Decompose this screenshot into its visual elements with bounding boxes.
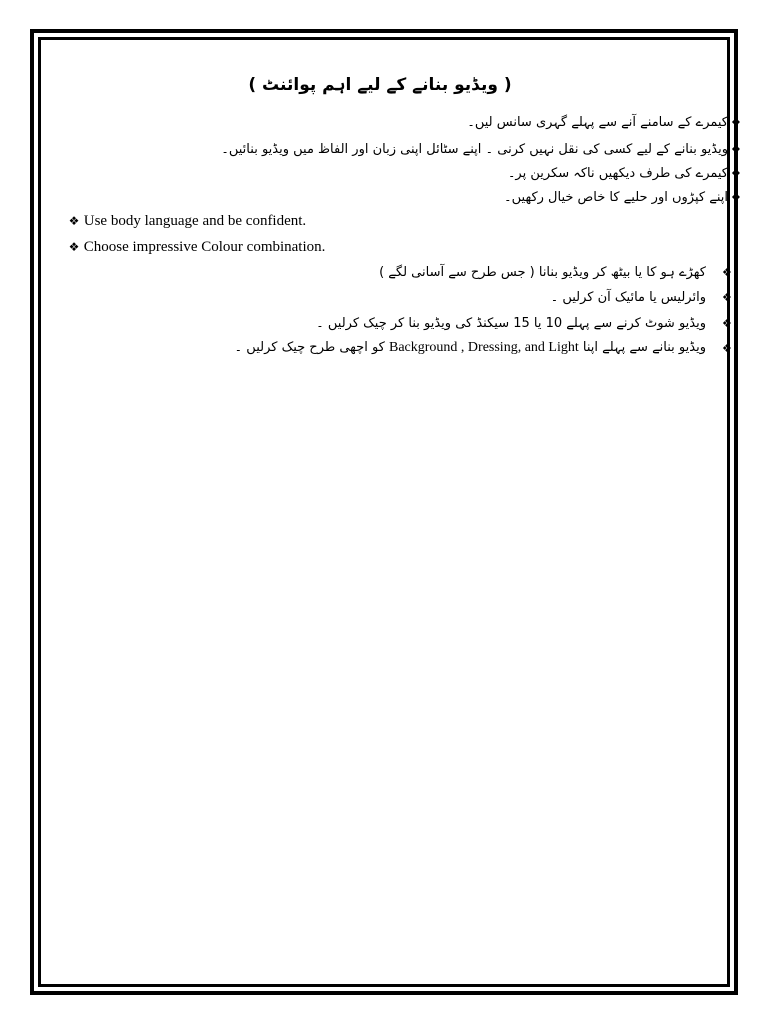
english-point-1 (68, 212, 306, 230)
english-point-text: Use body language and be confident. (83, 213, 307, 229)
urdu-point-5: کھڑے ہو کا یا بیٹھ کر ویڈیو بنانا ( جس طرح سے آسانی لگے ) (379, 265, 706, 280)
urdu-point-6: وائرلیس یا مائیک آن کرلیں ۔ (550, 290, 706, 305)
bullet-icon: ❖ (722, 317, 732, 330)
last-point-suffix: کو اچھی طرح چیک کرلیں ۔ (234, 340, 385, 355)
bullet-icon: ❖ (722, 342, 732, 355)
bullet-icon: ❖ (731, 143, 741, 156)
english-point-2 (68, 238, 325, 256)
bullet-icon: ❖ (731, 191, 741, 204)
last-point-prefix: ویڈیو بنانے سے پہلے اپنا (582, 340, 706, 355)
urdu-point-8 (235, 340, 706, 356)
bullet-icon: ❖ (68, 214, 80, 228)
bullet-icon: ❖ (722, 266, 732, 279)
bullet-icon: ❖ (731, 116, 741, 129)
last-point-english: Background , Dressing, and Light (389, 340, 579, 355)
page-title: ( ویڈیو بنانے کے لیے اہم پوائنٹ ) (248, 75, 512, 95)
urdu-point-4: اپنے کپڑوں اور حلیے کا خاص خیال رکھیں۔ (504, 190, 728, 205)
urdu-point-7: ویڈیو شوٹ کرنے سے پہلے 10 یا 15 سیکنڈ کی ویڈیو بنا کر چیک کرلیں ۔ (316, 316, 706, 331)
bullet-icon: ❖ (731, 167, 741, 180)
english-point-text: Choose impressive Colour combination. (83, 239, 326, 255)
bullet-icon: ❖ (722, 291, 732, 304)
urdu-point-3: کیمرے کی طرف دیکھیں ناکہ سکرین پر۔ (507, 166, 728, 181)
bullet-icon: ❖ (68, 240, 80, 254)
urdu-point-1: کیمرے کے سامنے آنے سے پہلے گہری سانس لیں۔ (467, 115, 728, 130)
urdu-point-2: ویڈیو بنانے کے لیے کسی کی نقل نہیں کرنی ۔ اپنے سٹائل اپنی زبان اور الفاظ میں ویڈیو بنائیں۔ (221, 142, 728, 157)
